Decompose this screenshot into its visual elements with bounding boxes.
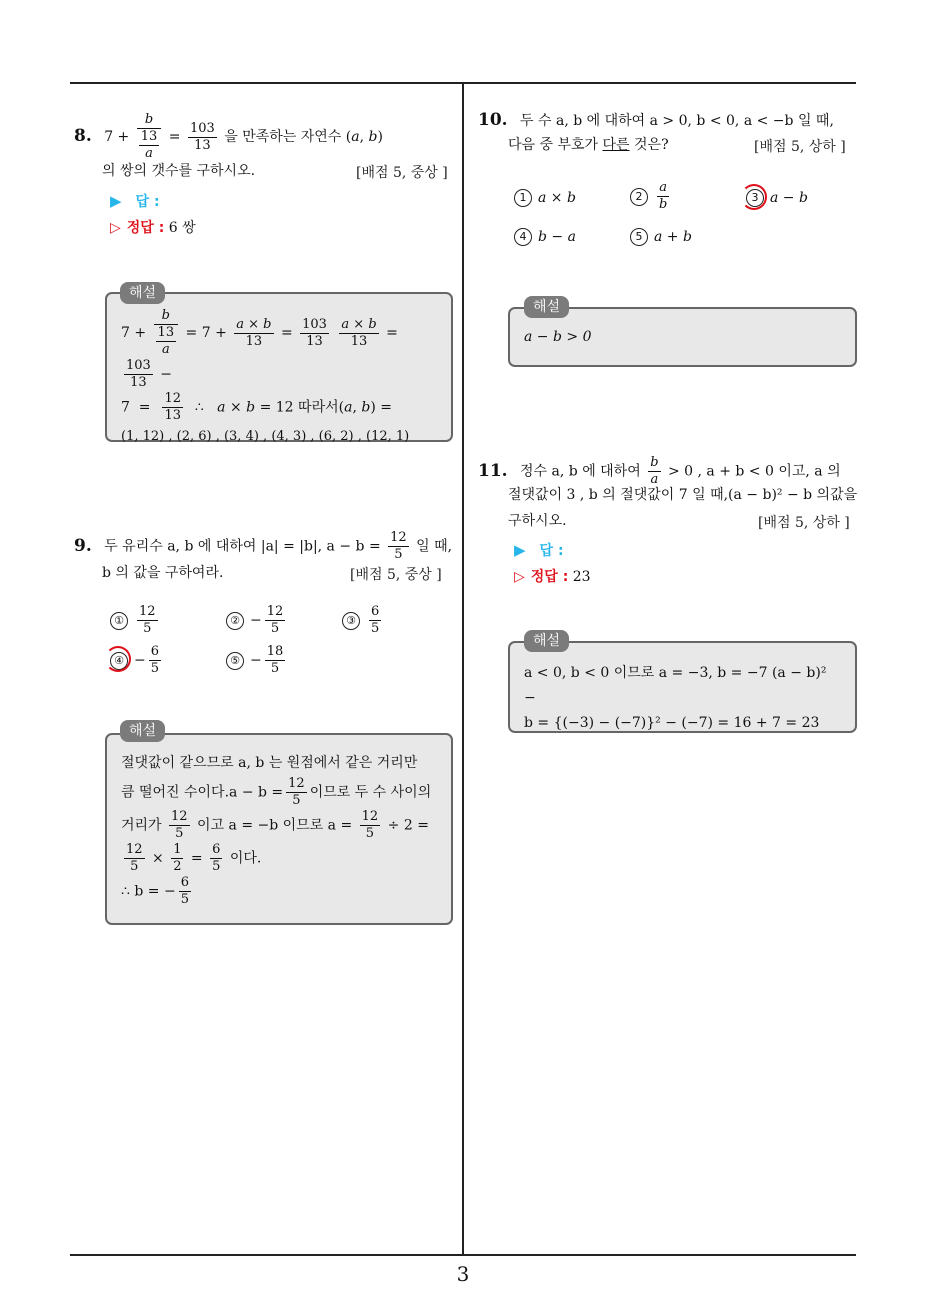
- option-number: ③: [342, 612, 360, 630]
- option-number: 1: [514, 189, 532, 207]
- question-11: 11. 정수 a, b 에 대하여 $\frac{b}{a}$ > 0 , a + b < 0 이고, a 의: [478, 455, 841, 487]
- solution-text: 이고 a = −b 이므로 a =: [197, 817, 353, 834]
- question-text: b 의 값을 구하여라.: [102, 565, 224, 581]
- option-text: a − b: [770, 190, 808, 206]
- question-10-line2: [508, 132, 669, 158]
- fraction: $\frac{103}{13}$: [189, 120, 215, 153]
- key-value: 6 쌍: [168, 220, 196, 236]
- question-text: 의 쌍의 갯수를 구하시오.: [102, 163, 256, 179]
- key-value: 23: [572, 569, 591, 585]
- play-icon: ▶: [110, 192, 122, 210]
- question-number: 9.: [74, 535, 92, 556]
- solution-text: 절댓값이 같으므로 a, b 는 원점에서 같은 거리만: [121, 755, 418, 771]
- answer-circle-mark: [741, 184, 767, 210]
- option-3[interactable]: ③ $\frac{6}{5}$: [342, 604, 384, 637]
- fraction: $\frac{b}{\frac{13}{a}}$: [137, 112, 162, 162]
- question-number: 8.: [74, 126, 92, 146]
- option-number: ④: [110, 652, 128, 670]
- option-text: b − a: [538, 229, 576, 245]
- solution-box: [508, 641, 857, 733]
- option-number: 4: [514, 228, 532, 246]
- answer-line: [110, 188, 160, 215]
- question-number: 10.: [478, 110, 508, 130]
- key-line: [110, 215, 196, 241]
- solution-box: 절댓값이 같으므로 a, b 는 원점에서 같은 거리만 큼 떨어진 수이다.a − b = $\frac{12}{5}$ 이므로 두 수 사이의 거리가 $\frac{12}{5}$ 이고 a = −b 이므로 a = $\frac{12}{5}$ ÷ 2 = $\frac{12}{5}$ × $\frac{1}{2}$ = $\frac{6}{5}$ 이다. ∴ b = − $\frac{6}{5}$: [105, 733, 453, 925]
- question-text: > 0 , a + b < 0 이고, a 의: [667, 463, 841, 480]
- key-line: [514, 564, 591, 590]
- question-text: 두 수 a, b 에 대하여 a > 0, b < 0, a < −b 일 때,: [520, 113, 834, 129]
- option-number: 3: [746, 189, 764, 207]
- question-text: 두 유리수 a, b 에 대하여 |a| = |b|, a − b =: [104, 538, 381, 555]
- answer-label: 답 :: [135, 194, 160, 210]
- question-text: 절댓값이 3 , b 의 절댓값이 7 일 때,(a − b)² − b 의값을: [508, 487, 858, 503]
- option-5[interactable]: ⑤ − $\frac{18}{5}$: [226, 644, 288, 677]
- solution-text: a − b > 0: [524, 329, 592, 345]
- score: [배점 5, 중상 ]: [350, 567, 442, 583]
- answer-label: 답 :: [539, 543, 564, 559]
- key-label: 정답 :: [530, 569, 569, 585]
- option-2[interactable]: 2 $\frac{a}{b}$: [630, 180, 672, 213]
- option-number: ②: [226, 612, 244, 630]
- solution-text: 따라서: [298, 399, 339, 416]
- solution-box: 7 + $\frac{b}{\frac{13}{a}}$ = 7 + $\frac{a \times b}{13}$ = $\frac{103}{13}$ $\frac{a \times b}{13}$ = $\frac{103}{13}$ − 7 = $\frac{12}{13}$ ∴ a × b = 12 따라서(a, b) = (1, 12) , (2, 6) , (3, 4) , (4, 3) , (6, 2) , (12, 1): [105, 292, 453, 442]
- solution-tag: 해설: [524, 630, 569, 652]
- option-1[interactable]: [514, 188, 576, 208]
- question-text: 일 때,: [416, 538, 453, 555]
- option-number: ⑤: [226, 652, 244, 670]
- triangle-outline-icon: ▷: [110, 220, 121, 236]
- question-text: 구하시오.: [508, 513, 567, 529]
- question-8-line2: [102, 158, 302, 184]
- question-11-line3: [508, 508, 567, 534]
- solution-text: 이다.: [229, 850, 262, 867]
- option-2[interactable]: ② − $\frac{12}{5}$: [226, 604, 288, 637]
- question-text: 을 만족하는 자연수: [224, 129, 342, 145]
- solution-text: 큼 떨어진 수이다.a − b =: [121, 784, 284, 801]
- play-icon: ▶: [514, 541, 526, 559]
- question-text: 다음 중 부호가: [508, 137, 599, 153]
- solution-text: a < 0, b < 0 이므로 a = −3, b = −7 (a − b)² −: [524, 665, 827, 706]
- solution-text: 이므로 두 수 사이의: [309, 784, 432, 801]
- question-11-line2: [508, 482, 857, 508]
- key-label: 정답 :: [126, 220, 165, 236]
- answer-line: [514, 537, 564, 564]
- score: [배점 5, 중상 ]: [356, 165, 448, 181]
- option-number: 5: [630, 228, 648, 246]
- option-number: 2: [630, 188, 648, 206]
- option-4[interactable]: [514, 227, 576, 247]
- solution-tag: 해설: [120, 282, 165, 304]
- page-number: 3: [456, 1262, 470, 1286]
- bottom-rule: [70, 1254, 856, 1256]
- question-number: 11.: [478, 460, 508, 481]
- solution-text: ∴ b = −: [121, 883, 176, 900]
- option-text: a × b: [538, 190, 576, 206]
- underlined-text: 다른: [602, 137, 630, 153]
- question-10: [478, 107, 860, 134]
- question-8: 8. 7 + $\frac{b}{\frac{13}{a}}$ = $\frac{103}{13}$ 을 만족하는 자연수 (a, b): [74, 112, 383, 161]
- triangle-outline-icon: ▷: [514, 569, 525, 585]
- option-text: a + b: [654, 229, 692, 245]
- option-4[interactable]: ④ − $\frac{6}{5}$: [110, 644, 164, 677]
- answer-circle-mark: [105, 646, 131, 672]
- solution-text: 거리가: [121, 817, 162, 834]
- question-text: 것은?: [634, 137, 669, 153]
- question-9-line2: [102, 560, 223, 586]
- option-number: ①: [110, 612, 128, 630]
- column-divider: [462, 82, 464, 1255]
- score: [배점 5, 상하 ]: [754, 139, 846, 155]
- solution-text: b = {(−3) − (−7)}² − (−7) = 16 + 7 = 23: [524, 715, 820, 731]
- option-5[interactable]: [630, 227, 692, 247]
- solution-tag: 해설: [524, 296, 569, 318]
- option-1[interactable]: ① $\frac{12}{5}$: [110, 604, 161, 637]
- question-text: 정수 a, b 에 대하여: [520, 463, 641, 480]
- score: [배점 5, 상하 ]: [758, 515, 850, 531]
- solution-tag: 해설: [120, 720, 165, 742]
- question-9: 9. 두 유리수 a, b 에 대하여 |a| = |b|, a − b = $\frac{12}{5}$ 일 때,: [74, 530, 453, 562]
